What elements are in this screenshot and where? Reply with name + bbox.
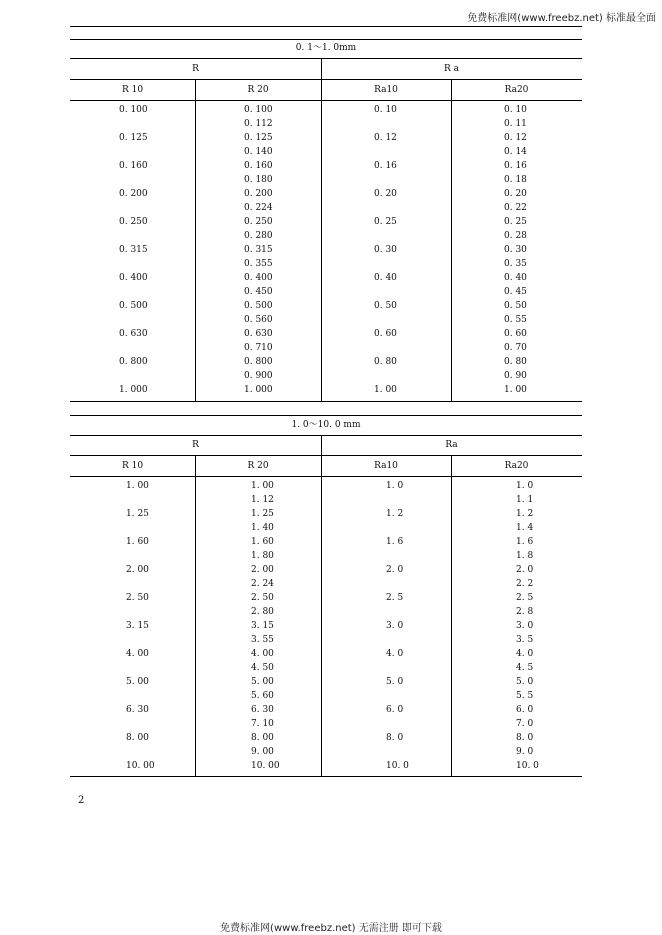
- table-cell: 1. 00: [374, 385, 397, 395]
- table-cell: 2. 5: [516, 593, 534, 603]
- table-cell: [126, 633, 155, 647]
- table-cell: 0. 630: [244, 329, 273, 339]
- table-cell: 2. 24: [251, 579, 274, 589]
- table-cell: 1. 2: [386, 509, 404, 519]
- table-cell: 2. 0: [516, 565, 534, 575]
- table-cell: 6. 30: [251, 705, 274, 715]
- table-cell: 0. 125: [244, 133, 273, 143]
- table-cell: [119, 257, 148, 271]
- table-cell: 0. 22: [504, 203, 527, 213]
- table-cell: 0. 160: [244, 161, 273, 171]
- table-cell: 4. 0: [516, 649, 534, 659]
- page-number: 2: [78, 795, 85, 806]
- table-cell: [374, 341, 397, 355]
- header-note: 免费标准网(www.freebz.net) 标准最全面: [467, 13, 656, 24]
- table-cell: 9. 0: [516, 747, 534, 757]
- col-header-ra20: Ra20: [504, 85, 529, 95]
- table-cell: 1. 2: [516, 509, 534, 519]
- table-cell: 1. 6: [386, 537, 404, 547]
- table-cell: 0. 90: [504, 371, 527, 381]
- table-cell: [119, 229, 148, 243]
- col-divider: [195, 455, 196, 776]
- table-cell: 2. 00: [126, 565, 149, 575]
- col-header-r10: R 10: [121, 461, 144, 471]
- table-cell: 3. 0: [516, 621, 534, 631]
- table-cell: 4. 0: [386, 649, 404, 659]
- table-cell: [374, 173, 397, 187]
- table-cell: 0. 100: [119, 105, 148, 115]
- table-cell: [126, 493, 155, 507]
- table-cell: [126, 689, 155, 703]
- table-cell: [119, 201, 148, 215]
- table-cell: 2. 5: [386, 593, 404, 603]
- col-divider: [195, 79, 196, 401]
- table-cell: 0. 50: [504, 301, 527, 311]
- table-cell: [126, 717, 155, 731]
- table-cell: [374, 117, 397, 131]
- table-cell: [374, 229, 397, 243]
- table-cell: 3. 15: [126, 621, 149, 631]
- table-cell: 1. 1: [516, 495, 534, 505]
- table-cell: 0. 250: [119, 217, 148, 227]
- col-r10-values: [119, 103, 148, 397]
- table-cell: 6. 30: [126, 705, 149, 715]
- table-top-rule: [70, 39, 582, 40]
- table-cell: 0. 80: [504, 357, 527, 367]
- table-cell: 0. 28: [504, 231, 527, 241]
- table-cell: 0. 180: [244, 175, 273, 185]
- table-cell: [386, 605, 409, 619]
- table-cell: 0. 60: [374, 329, 397, 339]
- table-cell: 0. 315: [244, 245, 273, 255]
- table-cell: 5. 0: [516, 677, 534, 687]
- table-cell: [374, 257, 397, 271]
- table-cell: 0. 80: [374, 357, 397, 367]
- table-cell: 0. 35: [504, 259, 527, 269]
- table-cell: [386, 661, 409, 675]
- group-label-ra: R a: [443, 64, 459, 74]
- group-label-r: R: [192, 64, 199, 74]
- table-top-rule: [70, 415, 582, 416]
- table-cell: 1. 0: [386, 481, 404, 491]
- table-cell: 0. 900: [244, 371, 273, 381]
- table-cell: [386, 717, 409, 731]
- table-cell: 0. 630: [119, 329, 148, 339]
- table-cell: 1. 00: [126, 481, 149, 491]
- table-cell: 0. 11: [504, 119, 527, 129]
- table-cell: [386, 493, 409, 507]
- table-cell: 2. 2: [516, 579, 534, 589]
- table-cell: [386, 549, 409, 563]
- table-cell: 0. 100: [244, 105, 273, 115]
- table-cell: 9. 00: [251, 747, 274, 757]
- table-cell: 1. 00: [251, 481, 274, 491]
- table-cell: 2. 50: [251, 593, 274, 603]
- col-header-r20: R 20: [247, 85, 269, 95]
- table-cell: 5. 60: [251, 691, 274, 701]
- table-cell: 1. 60: [126, 537, 149, 547]
- table-cell: 5. 0: [386, 677, 404, 687]
- group-divider: [321, 435, 322, 776]
- table-cell: 8. 0: [516, 733, 534, 743]
- col-header-ra10: Ra10: [374, 461, 398, 471]
- table-cell: 2. 50: [126, 593, 149, 603]
- table-cell: 1. 12: [251, 495, 274, 505]
- header-rule: [70, 100, 582, 101]
- table-cell: 0. 560: [244, 315, 273, 325]
- col-header-r10: R 10: [121, 85, 144, 95]
- table-cell: 5. 00: [251, 677, 274, 687]
- table-cell: 0. 20: [504, 189, 527, 199]
- table-cell: 10. 0: [386, 761, 409, 771]
- table-cell: 0. 200: [119, 189, 148, 199]
- table-cell: [126, 661, 155, 675]
- table-cell: 0. 112: [244, 119, 273, 129]
- table-cell: 0. 10: [504, 105, 527, 115]
- header-rule: [70, 26, 582, 27]
- table-cell: 10. 00: [251, 761, 280, 771]
- col-ra20-values: [504, 103, 527, 397]
- table-cell: 8. 00: [126, 733, 149, 743]
- table-cell: 1. 000: [119, 385, 148, 395]
- table-cell: 0. 16: [374, 161, 397, 171]
- table-cell: 6. 0: [386, 705, 404, 715]
- table-cell: [374, 145, 397, 159]
- table-cell: 1. 0: [516, 481, 534, 491]
- table-cell: 0. 355: [244, 259, 273, 269]
- table-cell: 7. 10: [251, 719, 274, 729]
- col-header-ra10: Ra10: [374, 85, 398, 95]
- table-cell: 4. 50: [251, 663, 274, 673]
- table-cell: 1. 000: [244, 385, 273, 395]
- table-cell: 2. 8: [516, 607, 534, 617]
- table-cell: 0. 125: [119, 133, 148, 143]
- table-cell: 4. 5: [516, 663, 534, 673]
- table-cell: 1. 40: [251, 523, 274, 533]
- table-cell: 0. 12: [504, 133, 527, 143]
- table-cell: 0. 25: [504, 217, 527, 227]
- col-divider: [451, 79, 452, 401]
- footer-note: 免费标准网(www.freebz.net) 无需注册 即可下载: [220, 923, 442, 934]
- caption-rule: [70, 435, 582, 436]
- group-label-ra: Ra: [445, 440, 458, 450]
- col-r20-values: [244, 103, 273, 397]
- table-cell: [374, 285, 397, 299]
- table-cell: 10. 00: [126, 761, 155, 771]
- table-cell: 6. 0: [516, 705, 534, 715]
- table-cell: [119, 145, 148, 159]
- table-caption: 0. 1～1. 0mm: [295, 43, 357, 53]
- table-cell: [374, 201, 397, 215]
- table-cell: 2. 0: [386, 565, 404, 575]
- table-cell: 10. 0: [516, 761, 539, 771]
- table-cell: [119, 313, 148, 327]
- table-cell: 7. 0: [516, 719, 534, 729]
- table-cell: 0. 18: [504, 175, 527, 185]
- table-cell: 0. 55: [504, 315, 527, 325]
- table-cell: 0. 16: [504, 161, 527, 171]
- table-cell: 5. 00: [126, 677, 149, 687]
- table-cell: [119, 341, 148, 355]
- col-header-ra20: Ra20: [504, 461, 529, 471]
- table-cell: 0. 800: [244, 357, 273, 367]
- table-cell: 0. 40: [374, 273, 397, 283]
- table-cell: 2. 80: [251, 607, 274, 617]
- table-0p1-to-1p0: [70, 39, 582, 403]
- table-cell: [126, 577, 155, 591]
- table-cell: [386, 745, 409, 759]
- table-cell: 0. 500: [244, 301, 273, 311]
- group-divider: [321, 58, 322, 401]
- col-header-r20: R 20: [247, 461, 269, 471]
- table-cell: 0. 70: [504, 343, 527, 353]
- table-cell: 4. 00: [251, 649, 274, 659]
- table-cell: 3. 15: [251, 621, 274, 631]
- table-cell: 8. 0: [386, 733, 404, 743]
- table-cell: [374, 313, 397, 327]
- table-cell: [386, 633, 409, 647]
- col-ra20-values: [516, 479, 539, 773]
- group-rule: [70, 455, 582, 456]
- table-cell: 1. 60: [251, 537, 274, 547]
- table-cell: 0. 315: [119, 245, 148, 255]
- table-cell: [119, 173, 148, 187]
- table-cell: 0. 710: [244, 343, 273, 353]
- table-cell: [126, 605, 155, 619]
- table-cell: 1. 8: [516, 551, 534, 561]
- table-cell: 0. 25: [374, 217, 397, 227]
- table-cell: 0. 30: [374, 245, 397, 255]
- table-cell: [126, 549, 155, 563]
- table-cell: 0. 400: [119, 273, 148, 283]
- group-label-r: R: [192, 440, 199, 450]
- table-cell: 0. 50: [374, 301, 397, 311]
- table-cell: 0. 200: [244, 189, 273, 199]
- table-cell: [119, 117, 148, 131]
- table-cell: 1. 00: [504, 385, 527, 395]
- table-cell: 1. 25: [251, 509, 274, 519]
- table-cell: [374, 369, 397, 383]
- table-cell: 0. 60: [504, 329, 527, 339]
- table-cell: 0. 45: [504, 287, 527, 297]
- table-cell: 2. 00: [251, 565, 274, 575]
- group-rule: [70, 79, 582, 80]
- table-cell: 0. 500: [119, 301, 148, 311]
- table-cell: 0. 800: [119, 357, 148, 367]
- col-divider: [451, 455, 452, 776]
- table-cell: 0. 40: [504, 273, 527, 283]
- table-cell: [126, 521, 155, 535]
- table-cell: 0. 160: [119, 161, 148, 171]
- col-r20-values: [251, 479, 280, 773]
- table-cell: 1. 25: [126, 509, 149, 519]
- table-cell: 1. 4: [516, 523, 534, 533]
- table-bottom-rule: [70, 401, 582, 402]
- table-cell: 1. 6: [516, 537, 534, 547]
- table-cell: 8. 00: [251, 733, 274, 743]
- table-cell: 0. 280: [244, 231, 273, 241]
- table-cell: 0. 20: [374, 189, 397, 199]
- col-r10-values: [126, 479, 155, 773]
- col-ra10-values: [374, 103, 397, 397]
- caption-rule: [70, 58, 582, 59]
- table-bottom-rule: [70, 776, 582, 777]
- table-cell: [119, 285, 148, 299]
- table-cell: 0. 30: [504, 245, 527, 255]
- table-cell: 0. 14: [504, 147, 527, 157]
- header-rule: [70, 476, 582, 477]
- col-ra10-values: [386, 479, 409, 773]
- table-cell: 0. 12: [374, 133, 397, 143]
- table-cell: 3. 55: [251, 635, 274, 645]
- table-cell: 4. 00: [126, 649, 149, 659]
- table-cell: 5. 5: [516, 691, 534, 701]
- table-cell: [126, 745, 155, 759]
- table-cell: [386, 521, 409, 535]
- table-cell: 0. 400: [244, 273, 273, 283]
- table-cell: 3. 5: [516, 635, 534, 645]
- table-cell: 0. 250: [244, 217, 273, 227]
- table-cell: [119, 369, 148, 383]
- table-cell: [386, 577, 409, 591]
- table-cell: [386, 689, 409, 703]
- table-cell: 3. 0: [386, 621, 404, 631]
- table-cell: 0. 224: [244, 203, 273, 213]
- table-caption: 1. 0～10. 0 mm: [291, 420, 361, 430]
- table-cell: 0. 10: [374, 105, 397, 115]
- table-1p0-to-10p0: [70, 415, 582, 779]
- table-cell: 0. 140: [244, 147, 273, 157]
- table-cell: 0. 450: [244, 287, 273, 297]
- table-cell: 1. 80: [251, 551, 274, 561]
